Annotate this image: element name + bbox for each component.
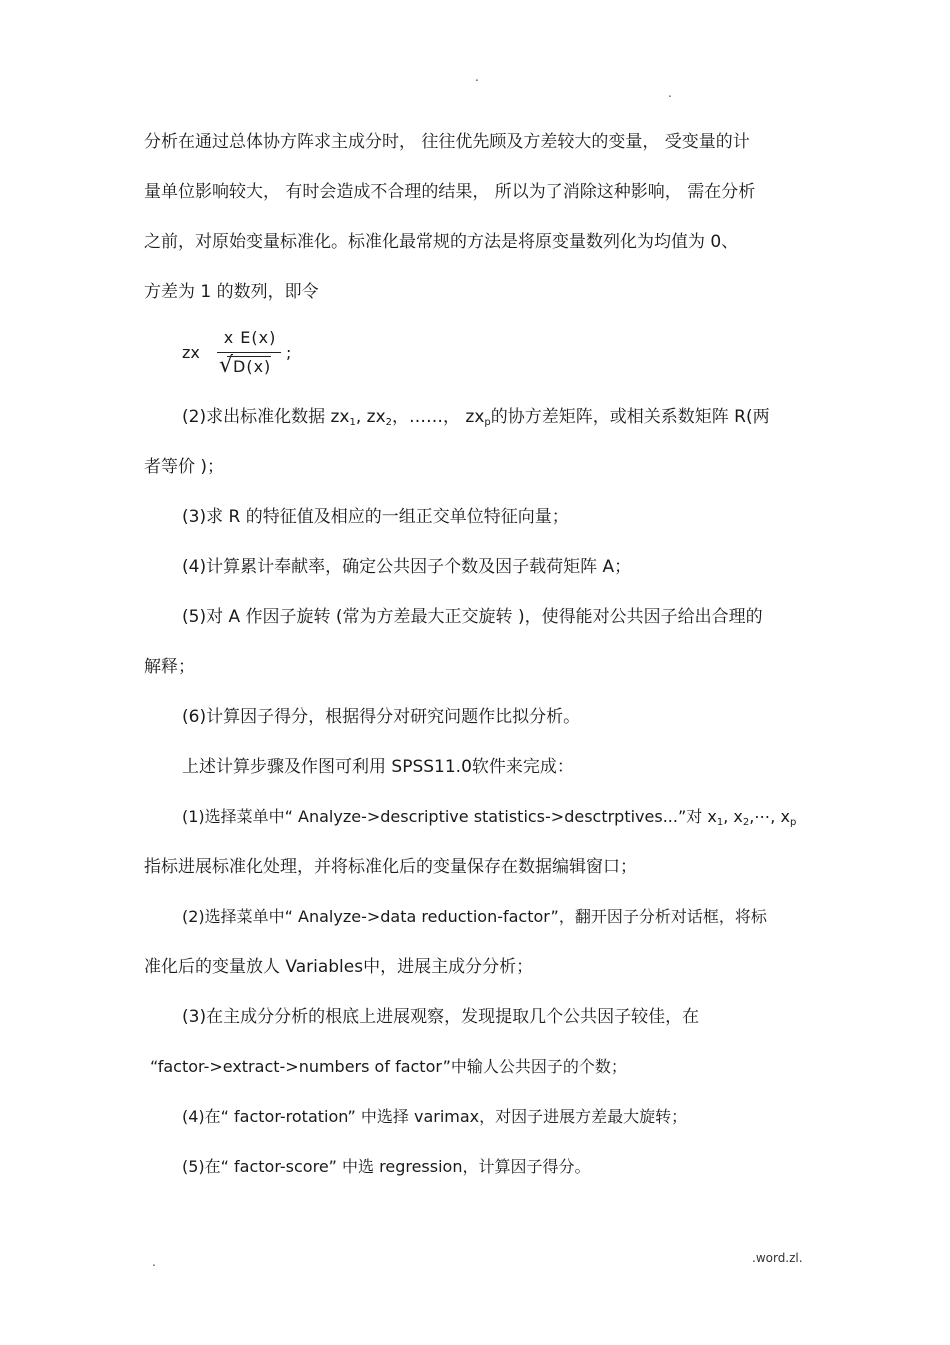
text-segment: ,⋯, x — [749, 807, 790, 826]
paragraph-line: 量单位影响较大， 有时会造成不合理的结果， 所以为了消除这种影响， 需在分析 — [144, 182, 756, 202]
sqrt-icon: √ — [219, 353, 234, 378]
formula-tail: ; — [286, 343, 292, 362]
spss-step-1-line — [182, 805, 796, 829]
standardization-formula — [182, 325, 322, 385]
text-segment: ，……， zx — [392, 407, 485, 427]
subscript: p — [484, 417, 491, 428]
subscript: 2 — [385, 417, 393, 428]
spss-step-2-line: (2)选择菜单中“ Analyze->data reduction-factor”，翻开因子分析对话框，将标 — [182, 907, 767, 926]
header-dot: . — [475, 70, 479, 84]
step-3-line: (3)求 R 的特征值及相应的一组正交单位特征向量； — [182, 507, 569, 527]
text-segment: , x — [723, 807, 743, 826]
text-segment: 的协方差矩阵，或相关系数矩阵 R(两 — [490, 407, 770, 427]
paragraph-line: 之前，对原始变量标准化。标准化最常规的方法是将原变量数列化为均值为 0、 — [144, 232, 739, 252]
paragraph-line: 者等价 )； — [144, 457, 225, 477]
paragraph-line: 指标进展标准化处理，并将标准化后的变量保存在数据编辑窗口； — [144, 857, 637, 877]
subscript: 1 — [716, 817, 724, 828]
formula-numerator: x E(x) — [223, 328, 277, 347]
spss-intro-line: 上述计算步骤及作图可利用 SPSS11.0软件来完成： — [182, 757, 574, 777]
paragraph-line: 方差为 1 的数列，即令 — [144, 282, 319, 302]
text-segment: , zx — [355, 407, 386, 427]
step-2-line — [182, 405, 770, 429]
step-6-line: (6)计算因子得分，根据得分对研究问题作比拟分析。 — [182, 707, 581, 727]
spss-step-3-line: (3)在主成分分析的根底上进展观察，发现提取几个公共因子较佳，在 — [182, 1007, 700, 1027]
step-4-line: (4)计算累计奉献率，确定公共因子个数及因子载荷矩阵 A； — [182, 557, 632, 577]
header-dot: . — [668, 86, 672, 100]
subscript: 1 — [349, 417, 356, 428]
text-segment: (2)求出标准化数据 zx — [182, 407, 350, 427]
footer-dot: . — [152, 1255, 156, 1269]
spss-step-4-line: (4)在“ factor-rotation” 中选择 varimax，对因子进展方差最大旋转； — [182, 1107, 688, 1126]
formula-denominator: D(x) — [227, 356, 271, 376]
step-5-line: (5)对 A 作因子旋转 (常为方差最大正交旋转 )，使得能对公共因子给出合理的 — [182, 607, 763, 627]
subscript: 2 — [742, 817, 750, 828]
paragraph-line: 准化后的变量放人 Variables中，进展主成分分析； — [144, 957, 534, 977]
paragraph-line: 分析在通过总体协方阵求主成分时， 往往优先顾及方差较大的变量， 受变量的计 — [144, 132, 750, 152]
text-segment: (1)选择菜单中“ Analyze->descriptive statistics->desctrptives...”对 x — [182, 807, 717, 826]
paragraph-line: “factor->extract->numbers of factor”中输人公共因子的个数； — [150, 1057, 627, 1076]
formula-lhs: zx — [182, 343, 200, 362]
spss-step-5-line: (5)在“ factor-score” 中选 regression，计算因子得分。 — [182, 1157, 591, 1176]
footer-watermark-text: .word.zl. — [752, 1251, 803, 1265]
subscript: p — [789, 817, 797, 828]
paragraph-line: 解释； — [144, 657, 195, 677]
